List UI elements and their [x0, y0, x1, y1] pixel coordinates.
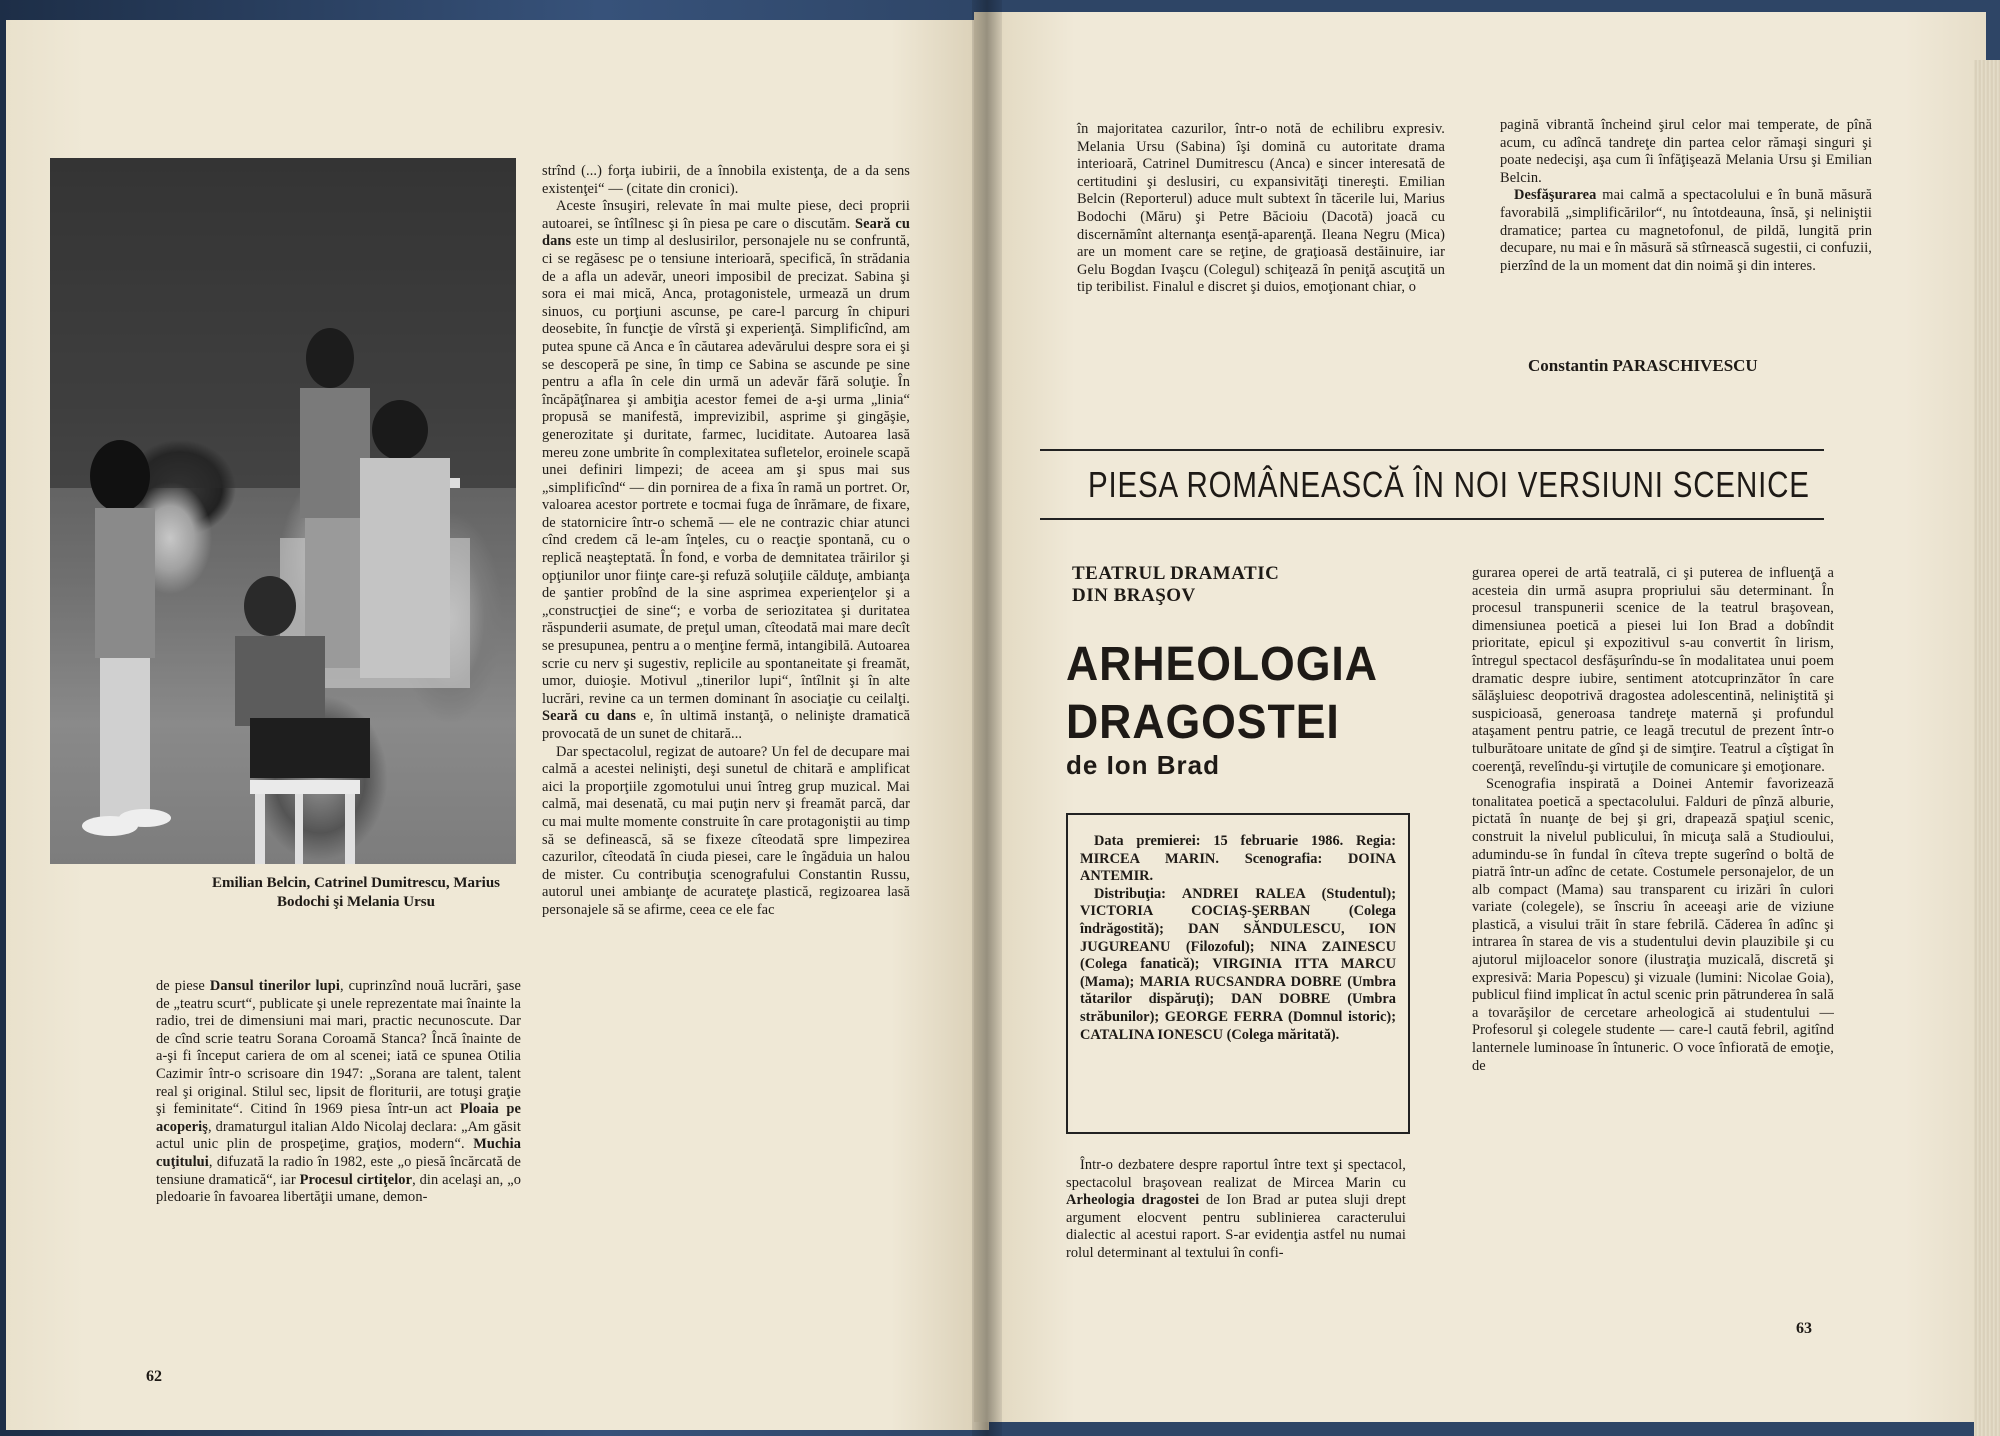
left-page-column-2 — [542, 163, 910, 920]
article-signature: Constantin PARASCHIVESCU — [1528, 356, 1758, 375]
section-title: PIESA ROMÂNEASCĂ ÎN NOI VERSIUNI SCENICE — [1088, 464, 1810, 505]
production-photo — [50, 158, 516, 864]
section-rule-top — [1040, 449, 1824, 451]
page-number-right: 63 — [1796, 1320, 1812, 1337]
play-title-line-2: DRAGOSTEI — [1066, 696, 1340, 749]
theatre-name-line-1: TEATRUL DRAMATIC — [1072, 563, 1280, 584]
right-page-column-2-bottom — [1472, 565, 1834, 1075]
right-page-column-1-top — [1077, 121, 1445, 297]
paragraph: Distribuţia: ANDREI RALEA (Studentul); VICTORIA COCIAŞ-ŞERBAN (Colega îndrăgostită); DAN SĂNDULESCU, ION JUGUREANU (Filozoful); NINA ZAINESCU (Colega fanatică); VIRGINIA ITTA MARCU (Mama); MARIA RUCSANDRA DOBRE (Umbra tătarilor dispăruţi); DAN DOBRE (Umbra străbunilor); GEORGE FERRA (Domnul istoric); CATALINA IONESCU (Colega măritată). — [1080, 885, 1396, 1043]
play-title-line-1: ARHEOLOGIA — [1066, 638, 1378, 691]
paragraph: Într-o dezbatere despre raportul între text şi spectacol, spectacolul braşovean realizat de Mircea Marin cu Arheologia dragostei de Ion Brad ar putea sluji drept argument elocvent pentru sublinierea caracterului dialectic al acestui raport. S-ar evidenţia astfel nu numai rolul determinant al textului în confi- — [1066, 1157, 1406, 1261]
paragraph: Data premierei: 15 februarie 1986. Regia: MIRCEA MARIN. Scenografia: DOINA ANTEMIR. — [1080, 833, 1396, 885]
theatre-name — [1072, 563, 1279, 607]
photo-figures — [50, 158, 516, 864]
theatre-name-line-2: DIN BRAŞOV — [1072, 585, 1196, 606]
left-page-column-1 — [156, 978, 521, 1207]
paragraph: pagină vibrantă încheind şirul celor mai temperate, de pînă acum, cu adîncă tandreţe din partea celor rămaşi singuri şi poate nedecişi, aşa cum îi înfăţişează Melania Ursu şi Emilian Belcin. — [1500, 117, 1872, 186]
left-page — [6, 20, 989, 1430]
paragraph: de piese Dansul tinerilor lupi, cuprinzînd nouă lucrări, şase de „teatru scurt“, publicate şi unele reprezentate mai înainte la radio, trei de dimensiuni mai mari, practic necunoscute. Dar de cînd scrie teatru Sorana Coroamă Stanca? Încă înainte de a-şi fi început cariera de om al scenei; iată ce spunea Otilia Cazimir într-o scrisoare din 1947: „Sorana are talent, talent real şi original. Stilul sec, lipsit de floriturii, are totuşi graţie şi feminitate“. Citind în 1969 piesa într-un act Ploaia pe acoperiş, dramaturgul italian Aldo Nicolaj declara: „Am găsit actul unic plin de prospeţime, graţios, modern“. Muchia cuţitului, difuzată la radio în 1982, este „o piesă încărcată de tensiune dramatică“, iar Procesul cirtiţelor, din acelaşi an, „o pledoarie în favoarea libertăţii umane, demon- — [156, 978, 522, 1206]
paragraph: Desfăşurarea mai calmă a spectacolului e în bună măsură favorabilă „simplificărilor“, nu întotdeauna, însă, şi neliniştii dramatice; partea cu magnetofonul, de pildă, lungită prin decupare, nu mai e în măsură să stîrnească sugestii, ci confuzii, pierzînd de la un moment dat din noimă şi din interes. — [1500, 187, 1872, 274]
paragraph: gurarea operei de artă teatrală, ci şi puterea de influenţă a acesteia din urmă asupra propriului său determinant. În procesul transpunerii scenice de la teatrul braşovean, dimensiunea poetică a piesei lui Ion Brad a dobîndit prioritate, epicul şi expozitivul s-au convertit în lirism, întregul spectacol desfăşurîndu-se în modalitatea unui poem dramatic despre iubire, sentiment atotcuprinzător în care sălăşluiesc deopotrivă dragostea adolescentină, neliniştită şi suspicioasă, generoasa tandreţe maternă şi profundul ataşament pentru patrie, ce leagă trecutul de prezent într-o tulburătoare unitate de gînd şi de simţire. Teatrul a cîştigat în coerenţă, revelîndu-şi virtuţile de comunicare şi emoţionare. — [1472, 565, 1834, 775]
play-title — [1066, 636, 1378, 752]
credits-text — [1080, 833, 1396, 1044]
paragraph: Dar spectacolul, regizat de autoare? Un fel de decupare mai calmă a acestei nelinişti, deşi sunetul de chitară e amplificat aici la proporţiile zgomotului unui întreg grup muzical. Mai calmă, mai desenată, cu mai puţin nerv şi freamăt parcă, dar cu mai multe momente construite în care protagoniştii au timp să se definească, să se fixeze cîteodată spre limpezirea cazurilor, cîteodată în ciuda piesei, care le îngăduia un halou de mister. Cu contribuţia scenografului Constantin Russu, autorul unei ambianţe de acurateţe plastică, regizoarea lasă personajele să se afirme, ceea ce ele fac — [542, 743, 910, 918]
book-gutter — [972, 0, 1002, 1436]
page-edges — [1974, 60, 2000, 1436]
right-page-column-1-bottom — [1066, 1157, 1406, 1263]
paragraph: Scenografia inspirată a Doinei Antemir favorizează tonalitatea poetică a spectacolului. Falduri de pînză alburie, pictată în nuanţe de bej şi gri, drapează spaţiul scenic, construit la nivelul publicului, în micuţa sală a Studioului, adumindu-se în fundal în cîteva trepte sugerînd o boltă de piatră într-un adînc de cetate. Costumele personajelor, de un alb compact (Mama) sau transparent cu irizări în culori variate (colegele), se înscriu în aceeaşi arie de viziune plastică, a visului trăit în stare febrilă. Căderea în adînc şi intrarea în starea de vis a studentului devin plauzibile şi cu ajutorul mijloacelor sonore (ilustraţia muzicală, discretă şi expresivă: Maria Popescu) şi vizuale (lumini: Nicolae Goia), publicul fiind implicat în actul scenic prin pătrunderea în sală a tovarăşilor de cercetare arheologică ai studentului — Profesorul şi colegele studente — care-l caută febril, agitînd lanternele luminoase în întuneric. O voce înfiorată de emoţie, de — [1472, 776, 1834, 1074]
paragraph: Aceste însuşiri, relevate în mai multe piese, deci proprii autoarei, se întîlnesc şi în piesa pe care o discutăm. Seară cu dans este un timp al deslusirilor, personajele nu se confruntă, ci se regăsesc pe o tensiune interioară, specifică, în strădania de a afla un adevăr, uneori imposibil de precizat. Sabina şi sora ei mai mică, Anca, protagonistele, urmează un drum sinuos, cu porţiuni ascunse, pe care-l parcurg în chipuri deosebite, în funcţie de vîrstă şi experienţă. Simplificînd, am putea spune că Anca e în căutarea adevărului despre sora ei şi se descoperă pe sine, în timp ce Sabina se ascunde pe sine pentru a afla în cele din urmă un adevăr fără soluţie. În încăpăţînarea şi ambiţia acestor femei de a-şi urma „linia“ propusă se manifestă, imprevizibil, asprime şi gingăşie, generozitate şi duritate, farmec, luciditate. Autoarea lasă mereu zone umbrite în complexitatea sufletelor, eroinele scapă unei definiri limpezi; de aceea am şi spus mai sus „simplificînd“ — din pornirea de a fixa în ramă un portret. Or, valoarea acestor portrete e tocmai fuga de înrămare, de fixare, de statornicire într-o schemă — ele ne contrazic chiar atunci cînd credem că le-am înţeles, cu o reacţie spontană, cu o replică neaşteptată. În fond, e vorba de demnitatea trăirilor şi opţiunilor unor fiinţe care-şi refuză soluţiile călduţe, ambianţa de şantier probînd de la sine asprimea experienţelor şi a „construcţiei de sine“; e vorba de seriozitatea şi duritatea răspunderii asumate, de preţul uman, cîteodată mai mare decît se presupunea, pentru a o menţine fermă, intangibilă. Autoarea scrie cu nerv şi sugestiv, replicile au spontaneitate şi freamăt, umor, duioşie. Motivul „tinerilor lupi“, întîlnit şi în alte lucrări, revine ca un termen dominant în asociaţie cu ceilalţi. Seară cu dans e, în ultimă instanţă, o nelinişte dramatică provocată de un sunet de chitară... — [542, 198, 911, 742]
paragraph: în majoritatea cazurilor, într-o notă de echilibru expresiv. Melania Ursu (Sabina) îşi domină cu autoritate drama interioară, Catrinel Dumitrescu (Anca) e sincer interesată de certitudini şi deslusiri, cu expansivităţi tinereşti. Emilian Belcin (Reporterul) aduce mult subtext în tăcerile lui, Marius Bodochi (Măru) şi Petre Băcioiu (Dacotă) joacă cu discernămînt alternanţa esenţă-aparenţă. Ileana Negru (Mica) are un moment care se reţine, de graţioasă destăinuire, iar Gelu Bogdan Ivaşcu (Colegul) schiţează în peniţă ascuţită un tip teribilist. Finalul e discret şi duios, emoţionant chiar, o — [1077, 121, 1445, 296]
page-number-left: 62 — [146, 1368, 162, 1385]
right-page-column-2-top — [1500, 117, 1872, 275]
paragraph: strînd (...) forţa iubirii, de a înnobila existenţa, de a da sens existenţei“ — (citate din cronici). — [542, 163, 910, 197]
play-author: de Ion Brad — [1066, 750, 1221, 780]
photo-caption: Emilian Belcin, Catrinel Dumitrescu, Marius Bodochi şi Melania Ursu — [211, 875, 501, 910]
section-rule-bottom — [1040, 518, 1824, 520]
